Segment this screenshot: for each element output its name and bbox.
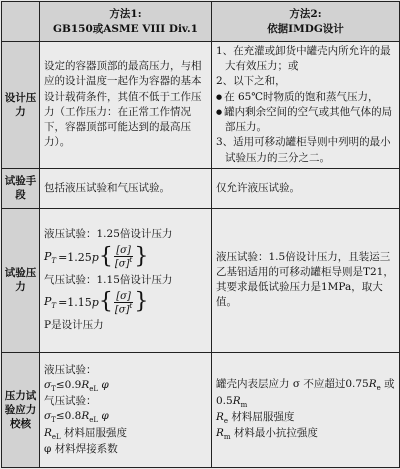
header-method1 (40, 2, 212, 42)
header-method1-standard: GB150或ASME VIII Div.1 (53, 22, 198, 35)
check-pneumatic-label: 气压试验： (44, 395, 97, 408)
design-pressure-item-1: 1、在充灌或卸货中罐壳内所允许的最大有效压力；或 (216, 45, 391, 73)
test-method-method2: 仅允许液压试验。 (212, 168, 400, 208)
test-pressure-method2-text: 液压试验：1.5倍设计压力，且装运三乙基铝适用的可移动罐柜导则是T21，其要求最低试验压力是1MPa，取大值。 (216, 250, 394, 309)
row-head-stress-check: 压力试验应力校核 (2, 352, 40, 467)
check-m2-line1: 罐壳内表层应力 σ 不应超过$0.75R_e$ 或 (216, 378, 395, 393)
check-yield-strength: $R_{eL}$ 材料屈服强度 (44, 426, 128, 441)
header-method2-standard: 依据IMDG设计 (267, 22, 344, 35)
design-pressure-method1 (40, 42, 212, 169)
row-head-test-method: 试验手段 (2, 168, 40, 208)
row-design-pressure (2, 42, 400, 169)
header-method2 (212, 2, 400, 42)
header-row (2, 2, 400, 42)
header-method2-title: 方法2: (289, 8, 322, 21)
design-pressure-item-2: 2、以下之和， (216, 75, 286, 88)
test-method-method1: 包括液压试验和气压试验。 (40, 168, 212, 208)
row-head-design-pressure: 设计压力 (2, 42, 40, 169)
design-pressure-bullet-2: ● 罐内剩余空间的空气或其他气体的局部压力。 (216, 105, 395, 135)
check-pneumatic-formula: $\sigma_T\le 0.8R_{eL}$ φ (44, 410, 109, 425)
design-pressure-method2 (212, 42, 400, 169)
comparison-table (1, 1, 400, 468)
row-head-test-pressure: 试验压力 (2, 208, 40, 352)
check-m2-line2: $0.5R_m$ (216, 394, 248, 409)
check-weld-factor: φ 材料焊接系数 (44, 442, 118, 455)
pneumatic-test-formula: $P_T$ =1.15 p { $\frac{[\sigma]}{[\sigma]^t}$ } (44, 288, 149, 316)
design-pressure-bullet-1: ● 在 65℃时物质的饱和蒸气压力， (216, 90, 395, 105)
header-empty-cell (2, 2, 40, 42)
check-hydro-formula: $\sigma_T\le 0.9R_{eL}$ φ (44, 378, 109, 393)
bullet-icon (216, 106, 224, 118)
check-m2-yield: $R_e$ 材料屈服强度 (216, 410, 295, 425)
test-pressure-method2 (212, 208, 400, 352)
design-pressure-item-3: 3、适用可移动罐柜导则中列明的最小试验压力的三分之二。 (216, 136, 391, 164)
pneumatic-test-fraction: $\frac{[\sigma]}{[\sigma]^t}$ (114, 290, 133, 316)
row-test-pressure (2, 208, 400, 352)
design-pressure-note: P是设计压力 (44, 318, 104, 331)
hydro-test-formula: $P_T$ =1.25 p { $\frac{[\sigma]}{[\sigma]^t}$ } (44, 243, 149, 270)
check-m2-tensile: $R_m$ 材料最小抗拉强度 (216, 427, 318, 442)
test-pressure-method1 (40, 208, 212, 352)
stress-check-method1 (40, 352, 212, 467)
hydro-test-line: 液压试验：1.25倍设计压力 (44, 228, 173, 241)
hydro-test-fraction: $\frac{[\sigma]}{[\sigma]^t}$ (114, 245, 133, 270)
bullet-icon (216, 91, 224, 103)
row-stress-check (2, 352, 400, 467)
pneumatic-test-line: 气压试验：1.15倍设计压力 (44, 273, 173, 286)
row-test-method (2, 168, 400, 208)
design-pressure-method1-text: 设定的容器顶部的最高压力，与相应的设计温度一起作为容器的基本设计载荷条件，其值不低于工作压力（工作压力：在正常工作情况下，容器顶部可能达到的最高压力）。 (44, 60, 202, 149)
stress-check-method2 (212, 352, 400, 467)
check-hydro-label: 液压试验： (44, 363, 97, 376)
header-method1-title: 方法1: (109, 8, 142, 21)
